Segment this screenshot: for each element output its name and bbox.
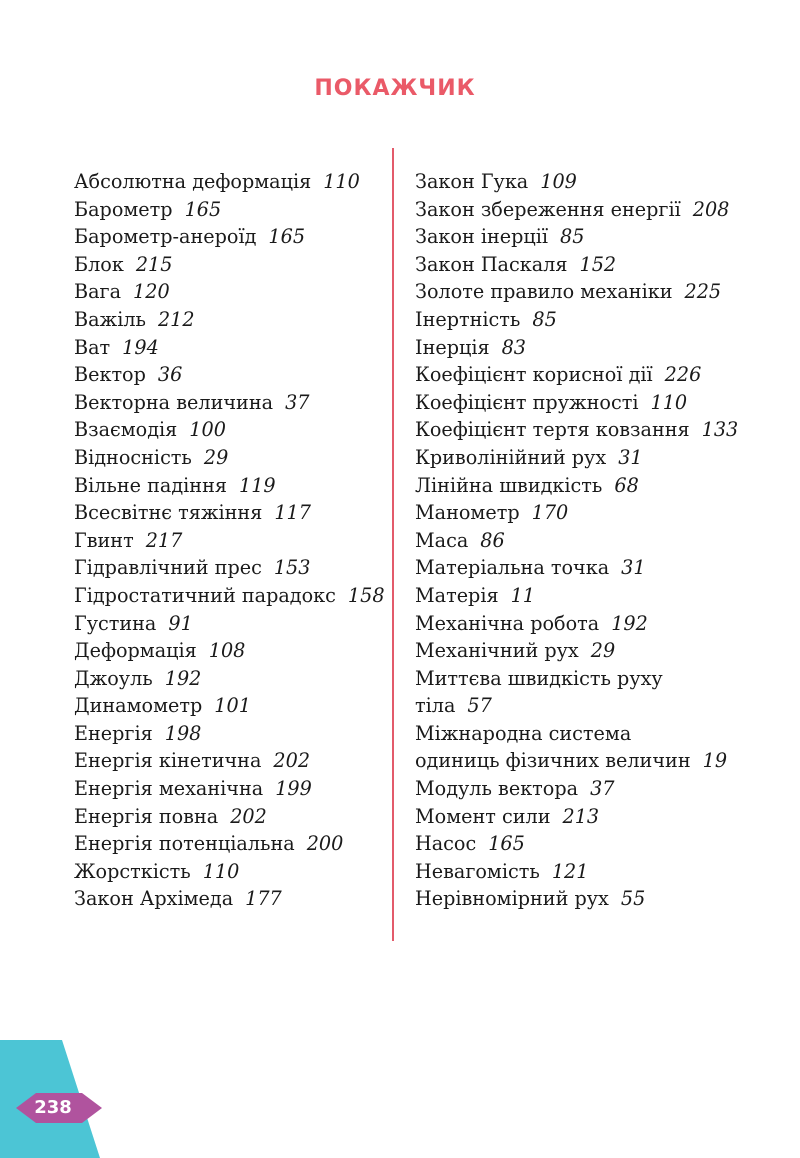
index-page-number: 117 <box>274 501 311 525</box>
index-entry <box>415 885 738 913</box>
index-term: Барометр <box>74 197 173 221</box>
index-page-number: 108 <box>208 639 246 663</box>
index-term: Матерія <box>415 583 499 607</box>
index-entry <box>415 582 738 610</box>
index-term: Гвинт <box>74 528 134 552</box>
index-entry <box>74 803 385 831</box>
index-page-number: 208 <box>692 197 730 221</box>
index-entry <box>74 361 385 389</box>
index-entry <box>74 885 385 913</box>
index-entry <box>415 610 738 638</box>
index-page-number: 91 <box>168 611 193 635</box>
index-term: Взаємодія <box>74 418 178 442</box>
index-term: тіла <box>415 694 456 718</box>
index-entry <box>74 582 385 610</box>
index-entry <box>74 830 385 858</box>
index-entry <box>74 554 385 582</box>
index-entry <box>415 747 738 775</box>
index-entry <box>74 637 385 665</box>
index-entry <box>74 444 385 472</box>
index-entry <box>74 416 385 444</box>
index-term: Енергія потенціальна <box>74 832 295 856</box>
index-page-number: 68 <box>614 473 639 497</box>
index-entry <box>415 416 738 444</box>
index-page-number: 110 <box>202 859 240 883</box>
index-page-number: 29 <box>590 639 616 663</box>
index-term: Золоте правило механіки <box>415 280 673 304</box>
index-entry <box>74 692 385 720</box>
index-page-number: 31 <box>621 556 646 580</box>
index-entry <box>74 472 385 500</box>
index-page-number: 165 <box>268 225 306 249</box>
index-page-number: 226 <box>664 363 702 387</box>
index-page-number: 200 <box>306 832 344 856</box>
index-entry <box>415 251 738 279</box>
index-entry <box>415 499 738 527</box>
index-term: Коефіцієнт пружності <box>415 390 639 414</box>
index-entry <box>415 692 738 720</box>
index-page-number: 165 <box>184 197 222 221</box>
page-number: 238 <box>34 1097 72 1118</box>
index-page-number: 85 <box>532 307 557 331</box>
index-entry <box>74 306 385 334</box>
index-page-number: 85 <box>560 225 585 249</box>
index-term: Густина <box>74 611 157 635</box>
index-page-number: 55 <box>620 887 646 911</box>
index-term: Модуль вектора <box>415 777 579 801</box>
index-page-number: 192 <box>611 611 648 635</box>
index-page-number: 158 <box>347 583 385 607</box>
index-page-number: 120 <box>133 280 170 304</box>
index-term: Відносність <box>74 445 192 469</box>
index-entry <box>415 334 738 362</box>
index-title: ПОКАЖЧИК <box>314 76 476 101</box>
index-term: Криволінійний рух <box>415 445 607 469</box>
index-term: Вага <box>74 280 122 304</box>
index-page-number: 152 <box>579 252 617 276</box>
index-term: Векторна величина <box>74 390 274 414</box>
index-page-number: 202 <box>230 804 267 828</box>
index-entry <box>74 527 385 555</box>
index-term: Жорсткість <box>74 859 191 883</box>
index-entry <box>415 637 738 665</box>
index-page-number: 109 <box>540 170 577 193</box>
index-entry <box>74 775 385 803</box>
index-entry <box>415 830 738 858</box>
index-page-number: 121 <box>551 859 589 883</box>
index-term: Маса <box>415 528 469 552</box>
index-entry <box>74 223 385 251</box>
index-term: Нерівномірний рух <box>415 887 609 911</box>
index-term: Матеріальна точка <box>415 556 610 580</box>
index-page-number: 37 <box>285 390 310 414</box>
index-entry <box>74 665 385 693</box>
index-entry <box>74 389 385 417</box>
index-page-number: 177 <box>245 887 282 911</box>
index-page-number: 29 <box>203 445 229 469</box>
index-term: Вектор <box>74 363 146 387</box>
index-term: Динамометр <box>74 694 203 718</box>
index-page-number: 199 <box>275 777 312 801</box>
index-term: Гідравлічний прес <box>74 556 262 580</box>
index-term: Енергія <box>74 721 153 745</box>
index-page-number: 83 <box>501 335 527 359</box>
index-entry <box>74 499 385 527</box>
index-term: Гідростатичний парадокс <box>74 583 336 607</box>
index-term: Інерція <box>415 335 490 359</box>
index-entry <box>415 306 738 334</box>
column-divider <box>392 148 394 941</box>
index-term: одиниць фізичних величин <box>415 749 691 773</box>
index-entry <box>415 858 738 886</box>
index-term: Манометр <box>415 501 520 525</box>
index-page-number: 217 <box>145 528 183 552</box>
index-page-number: 31 <box>618 445 643 469</box>
index-entry <box>415 527 738 555</box>
index-page-number: 213 <box>562 804 600 828</box>
index-page-number: 194 <box>122 335 159 359</box>
index-page-number: 215 <box>135 252 173 276</box>
index-page-number: 37 <box>590 777 615 801</box>
index-term: Коефіцієнт тертя ковзання <box>415 418 690 442</box>
index-page-number: 202 <box>273 749 311 773</box>
index-term: Енергія кінетична <box>74 749 262 773</box>
index-page-number: 119 <box>238 473 276 497</box>
index-entry <box>415 775 738 803</box>
index-entry <box>415 278 738 306</box>
index-entry <box>74 251 385 279</box>
index-term: Джоуль <box>74 666 153 690</box>
index-page-number: 225 <box>684 280 722 304</box>
index-entry <box>74 720 385 748</box>
index-term: Блок <box>74 252 124 276</box>
index-entry <box>74 610 385 638</box>
index-page-number: 100 <box>189 418 226 442</box>
index-term: Закон Паскаля <box>415 252 568 276</box>
index-page-number: 110 <box>323 170 360 193</box>
index-entry <box>74 278 385 306</box>
index-entry <box>74 196 385 224</box>
index-term: Закон Архімеда <box>74 887 234 911</box>
index-entry <box>415 223 738 251</box>
index-entry <box>415 168 738 196</box>
index-page-number: 170 <box>531 501 569 525</box>
index-entry <box>415 389 738 417</box>
index-page-number: 198 <box>164 721 202 745</box>
index-term: Всесвітнє тяжіння <box>74 501 263 525</box>
index-page-number: 86 <box>480 528 505 552</box>
index-term: Барометр-анероїд <box>74 225 257 249</box>
index-page-number: 19 <box>702 749 728 773</box>
index-entry <box>74 334 385 362</box>
index-term: Момент сили <box>415 804 551 828</box>
index-term: Миттєва швидкість руху <box>415 666 663 690</box>
index-term: Механічний рух <box>415 639 579 663</box>
index-entry <box>415 554 738 582</box>
index-page-number: 36 <box>157 363 183 387</box>
index-term: Лінійна швидкість <box>415 473 603 497</box>
index-term: Коефіцієнт корисної дії <box>415 363 653 387</box>
index-term: Енергія повна <box>74 804 219 828</box>
index-entry <box>415 196 738 224</box>
index-page-number: 11 <box>510 583 536 607</box>
index-entry <box>415 665 738 693</box>
index-term: Енергія механічна <box>74 777 264 801</box>
index-term: Закон інерції <box>415 225 549 249</box>
index-entry <box>74 747 385 775</box>
index-entry <box>74 168 385 196</box>
index-term: Абсолютна деформація <box>74 170 312 193</box>
index-term: Інертність <box>415 307 521 331</box>
index-page-number: 212 <box>157 307 195 331</box>
index-page-number: 133 <box>701 418 739 442</box>
index-entry <box>415 361 738 389</box>
index-column-left <box>74 168 385 913</box>
index-term: Деформація <box>74 639 197 663</box>
index-term: Закон Гука <box>415 170 529 193</box>
index-entry <box>415 803 738 831</box>
index-term: Міжнародна система <box>415 721 632 745</box>
index-entry <box>415 472 738 500</box>
index-term: Механічна робота <box>415 611 600 635</box>
index-page-number: 101 <box>214 694 251 718</box>
index-term: Насос <box>415 832 477 856</box>
index-entry <box>415 720 738 748</box>
index-page-number: 192 <box>164 666 202 690</box>
index-page-number: 110 <box>650 390 688 414</box>
index-entry <box>415 444 738 472</box>
index-page-number: 165 <box>488 832 525 856</box>
index-entry <box>74 858 385 886</box>
index-page-number: 153 <box>273 556 311 580</box>
index-term: Вільне падіння <box>74 473 227 497</box>
index-term: Ват <box>74 335 111 359</box>
index-column-right <box>415 168 738 913</box>
index-term: Невагомість <box>415 859 540 883</box>
index-page-number: 57 <box>467 694 492 718</box>
index-term: Важіль <box>74 307 146 331</box>
index-term: Закон збереження енергії <box>415 197 681 221</box>
